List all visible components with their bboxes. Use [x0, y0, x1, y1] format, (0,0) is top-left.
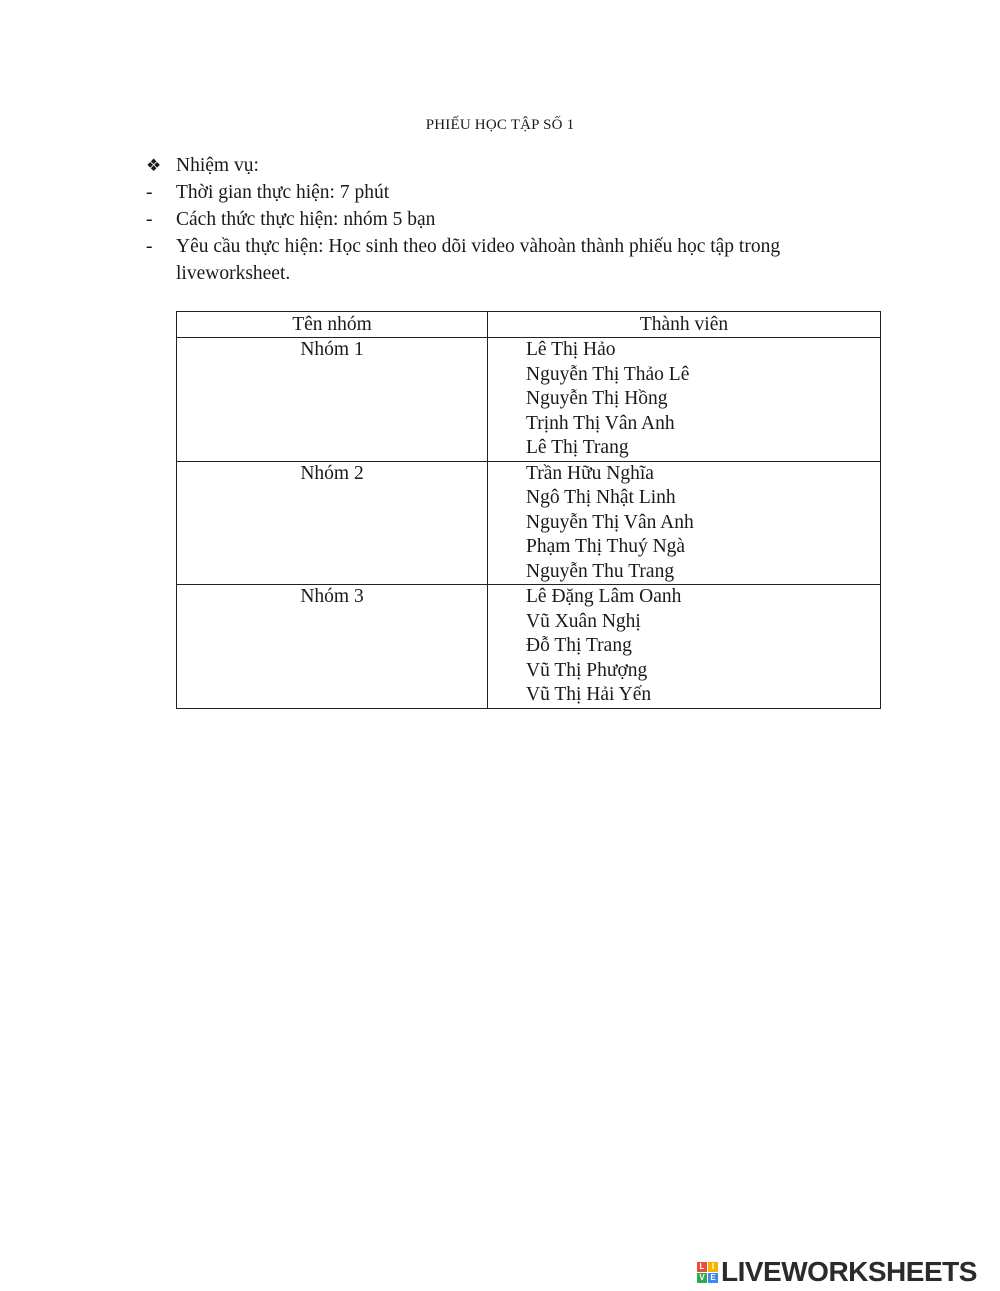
- task-text: Nhiệm vụ:: [176, 155, 259, 176]
- member-name: Nguyễn Thu Trang: [526, 560, 675, 582]
- members-cell: [488, 338, 881, 462]
- member-name: Đỗ Thị Trang: [526, 635, 632, 656]
- liveworksheets-logo-icon: [697, 1262, 718, 1283]
- logo-letter: E: [708, 1273, 718, 1283]
- logo-letter: V: [697, 1273, 707, 1283]
- members-cell: [488, 461, 881, 585]
- member-name: Trần Hữu Nghĩa: [526, 462, 654, 484]
- task-text: Thời gian thực hiện: 7 phút: [176, 182, 390, 203]
- member-name: Lê Đặng Lâm Oanh: [526, 586, 682, 607]
- member-name: Vũ Thị Phượng: [526, 659, 648, 681]
- task-text: Cách thức thực hiện: nhóm 5 bạn: [176, 209, 436, 230]
- member-name: Vũ Thị Hải Yến: [526, 684, 652, 705]
- member-name: Trịnh Thị Vân Anh: [526, 412, 675, 434]
- member-name: Ngô Thị Nhật Linh: [526, 487, 676, 508]
- dash-bullet: -: [146, 236, 153, 257]
- member-name: Vũ Xuân Nghị: [526, 610, 641, 632]
- column-header-group-name: Tên nhóm: [177, 312, 488, 338]
- table-header-row: [177, 312, 881, 338]
- members-cell: [488, 585, 881, 709]
- task-item: [146, 179, 866, 206]
- table-row: [177, 338, 881, 462]
- worksheet-title: PHIẾU HỌC TẬP SỐ 1: [425, 117, 575, 133]
- member-name: Nguyễn Thị Thảo Lê: [526, 363, 690, 385]
- group-name-cell: Nhóm 2: [177, 461, 488, 585]
- task-item: [146, 233, 866, 287]
- liveworksheets-logo[interactable]: [697, 1256, 977, 1288]
- logo-letter: L: [697, 1262, 707, 1272]
- dash-bullet: -: [146, 209, 153, 230]
- table-row: [177, 461, 881, 585]
- table-row: [177, 585, 881, 709]
- group-name-cell: Nhóm 1: [177, 338, 488, 462]
- task-item: [146, 206, 866, 233]
- task-list: [146, 152, 866, 287]
- dash-bullet: -: [146, 182, 153, 203]
- member-name: Nguyễn Thị Hồng: [526, 388, 668, 409]
- member-name: Phạm Thị Thuý Ngà: [526, 536, 686, 557]
- group-table: [176, 311, 881, 709]
- column-header-members: Thành viên: [488, 312, 881, 338]
- member-name: Lê Thị Hảo: [526, 339, 616, 360]
- member-name: Lê Thị Trang: [526, 437, 629, 458]
- member-name: Nguyễn Thị Vân Anh: [526, 511, 694, 533]
- brand-name: LIVEWORKSHEETS: [721, 1256, 977, 1287]
- diamond-bullet-icon: ❖: [146, 156, 162, 175]
- logo-letter: I: [708, 1262, 718, 1272]
- task-text: Yêu cầu thực hiện: Học sinh theo dõi video vàhoàn thành phiếu học tập trong liveworksheet.: [176, 236, 781, 284]
- group-name-cell: Nhóm 3: [177, 585, 488, 709]
- task-item: [146, 152, 866, 179]
